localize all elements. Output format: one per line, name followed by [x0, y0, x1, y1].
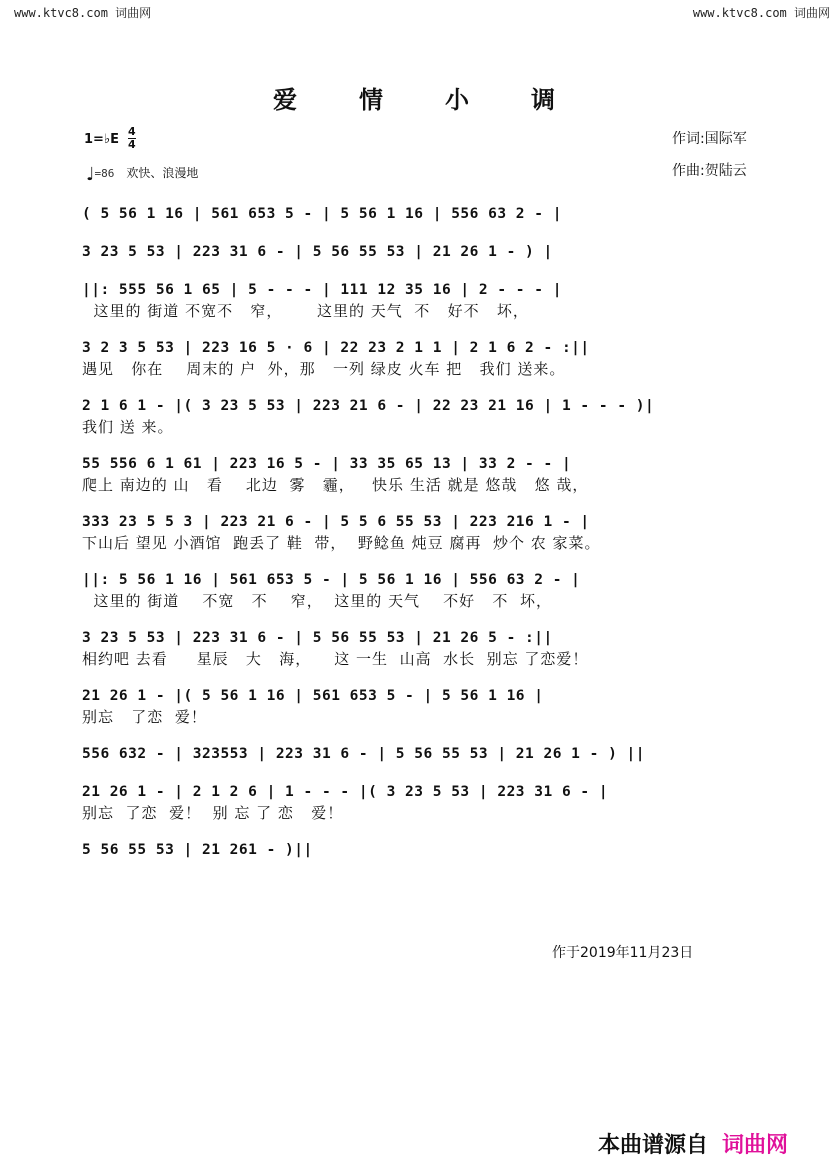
tempo-mood: 欢快、浪漫地 — [126, 166, 199, 180]
notation-line: 3 23 5 53 | 223 31 6 - | 5 56 55 53 | 21 26 5 - :|| — [82, 630, 553, 646]
lyric-line: 别忘 了恋 爱！ — [82, 708, 207, 726]
notation-line: ||: 555 56 1 65 | 5 - - - | 111 12 35 16 | 2 - - - | — [82, 282, 562, 298]
notation-line: ( 5 56 1 16 | 561 653 5 - | 5 56 1 16 | 556 63 2 - | — [82, 206, 562, 222]
notation-line: 2 1 6 1 - |( 3 23 5 53 | 223 21 6 - | 22 23 21 16 | 1 - - - )| — [82, 398, 655, 414]
time-signature-top: 4 — [128, 125, 136, 138]
lyric-line: 遇见 你在 周末的 户 外，那 一列 绿皮 火车 把 我们 送来。 — [82, 360, 566, 378]
lyric-line: 别忘 了恋 爱！ 别 忘 了 恋 爱！ — [82, 804, 344, 822]
tempo-bpm: =86 — [94, 167, 115, 180]
time-signature — [128, 126, 136, 151]
notation-line: 21 26 1 - | 2 1 2 6 | 1 - - - |( 3 23 5 53 | 223 31 6 - | — [82, 784, 609, 800]
composition-date: 作于2019年11月23日 — [552, 945, 694, 961]
notation-line: 3 2 3 5 53 | 223 16 5 · 6 | 22 23 2 1 1 | 2 1 6 2 - :|| — [82, 340, 590, 356]
composer-credit: 作曲:贺陆云 — [672, 163, 747, 179]
lyric-line: 这里的 街道 不宽 不 窄， 这里的 天气 不好 不 坏， — [82, 592, 552, 610]
notation-line: 556 632 - | 323553 | 223 31 6 - | 5 56 55 53 | 21 26 1 - ) || — [82, 746, 646, 762]
quarter-note-icon: ♩ — [86, 164, 95, 185]
tempo-marking — [86, 164, 198, 185]
notation-line: 55 556 6 1 61 | 223 16 5 - | 33 35 65 13 | 33 2 - - | — [82, 456, 572, 472]
lyricist-credit: 作词:国际军 — [672, 131, 747, 147]
lyric-line: 这里的 街道 不宽不 窄， 这里的 天气 不 好不 坏， — [82, 302, 529, 320]
watermark-right: www.ktvc8.com 词曲网 — [692, 6, 830, 20]
key-signature: 1=♭E — [84, 132, 119, 147]
lyric-line: 相约吧 去看 星辰 大 海， 这 一生 山高 水长 别忘 了恋爱！ — [82, 650, 589, 668]
lyric-line: 爬上 南边的 山 看 北边 雾 霾， 快乐 生活 就是 悠哉 悠 哉， — [82, 476, 589, 494]
notation-line: ||: 5 56 1 16 | 561 653 5 - | 5 56 1 16 | 556 63 2 - | — [82, 572, 581, 588]
notation-line: 333 23 5 5 3 | 223 21 6 - | 5 5 6 55 53 | 223 216 1 - | — [82, 514, 590, 530]
lyric-line: 下山后 望见 小酒馆 跑丢了 鞋 带， 野鲶鱼 炖豆 腐再 炒个 农 家菜。 — [82, 534, 601, 552]
watermark-left: www.ktvc8.com 词曲网 — [14, 6, 152, 20]
footer-source — [598, 1128, 788, 1159]
notation-line: 5 56 55 53 | 21 261 - )|| — [82, 842, 313, 858]
time-signature-bottom: 4 — [128, 138, 136, 151]
song-title: 爱情小调 — [273, 85, 617, 114]
lyric-line: 我们 送 来。 — [82, 418, 174, 436]
notation-line: 21 26 1 - |( 5 56 1 16 | 561 653 5 - | 5 56 1 16 | — [82, 688, 544, 704]
notation-line: 3 23 5 53 | 223 31 6 - | 5 56 55 53 | 21 26 1 - ) | — [82, 244, 553, 260]
footer-brand: 词曲网 — [722, 1133, 789, 1158]
footer-source-text: 本曲谱源自 — [598, 1133, 709, 1158]
